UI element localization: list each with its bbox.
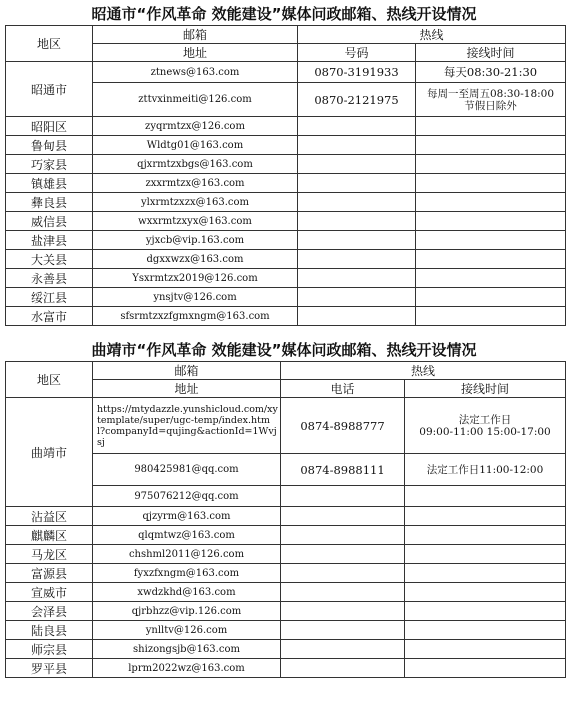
table-row [6,269,566,288]
time-cell [405,583,566,602]
region-cell: 威信县 [6,212,93,231]
table-row [6,193,566,212]
address-header: 地址 [93,44,298,62]
url-cell: https://mtydazzle.yunshicloud.com/xytemplate/super/ugc-temp/index.html?companyId=qujing&actionId=1Wvjsj [93,398,281,454]
region-cell: 沾益区 [6,507,93,526]
table-row [6,398,566,454]
time-cell [405,507,566,526]
phone-cell [298,269,416,288]
time-cell [416,155,566,174]
qujing-table-title: 曲靖市“作风革命 效能建设”媒体问政邮箱、热线开设情况 [91,341,477,359]
table-row [6,250,566,269]
email-cell: ynlltv@126.com [93,621,281,640]
email-cell: zttvxinmeiti@126.com [93,83,298,117]
table-row [6,602,566,621]
table-row [6,174,566,193]
phone-cell [281,640,405,659]
table-row [6,583,566,602]
qujing-table [5,361,566,678]
time-cell [405,564,566,583]
table-row [6,288,566,307]
table-row [6,621,566,640]
email-cell: zxxrmtzx@163.com [93,174,298,193]
time-line: 每周一至周五08:30-18:00 [426,87,555,100]
phone-cell [281,583,405,602]
email-cell: qjrbhzz@vip.126.com [93,602,281,621]
region-cell: 马龙区 [6,545,93,564]
email-cell: zyqrmtzx@126.com [93,117,298,136]
phone-header: 电话 [281,380,405,398]
hotline-header: 热线 [281,362,566,380]
phone-cell [298,288,416,307]
time-cell [416,193,566,212]
region-cell: 水富市 [6,307,93,326]
email-cell: chshml2011@126.com [93,545,281,564]
phone-cell [298,193,416,212]
phone-cell [298,117,416,136]
time-cell [416,231,566,250]
region-cell: 镇雄县 [6,174,93,193]
time-cell [416,307,566,326]
time-cell [405,545,566,564]
phone-cell: 0874-8988777 [281,398,405,454]
phone-cell [281,621,405,640]
table-row [6,507,566,526]
time-line: 节假日除外 [464,99,517,112]
email-cell: 980425981@qq.com [93,454,281,486]
email-cell: Wldtg01@163.com [93,136,298,155]
region-cell: 大关县 [6,250,93,269]
region-cell: 麒麟区 [6,526,93,545]
phone-cell [298,307,416,326]
phone-cell [281,545,405,564]
region-header: 地区 [6,362,93,398]
table-row [6,136,566,155]
time-cell: 法定工作日11:00-12:00 [405,454,566,486]
table-row [6,564,566,583]
phone-cell [298,155,416,174]
region-cell: 曲靖市 [6,398,93,507]
time-header: 接线时间 [416,44,566,62]
region-cell: 绥江县 [6,288,93,307]
region-cell: 鲁甸县 [6,136,93,155]
region-cell: 会泽县 [6,602,93,621]
email-cell: dgxxwzx@163.com [93,250,298,269]
email-cell: fyxzfxngm@163.com [93,564,281,583]
email-cell: Ysxrmtzx2019@126.com [93,269,298,288]
phone-cell [281,602,405,621]
table-row [6,212,566,231]
time-cell [416,174,566,193]
table-row [6,155,566,174]
time-cell [416,117,566,136]
phone-cell [298,231,416,250]
phone-cell [281,507,405,526]
region-cell: 昭通市 [6,62,93,117]
region-cell: 陆良县 [6,621,93,640]
time-cell [416,136,566,155]
phone-cell: 0870-3191933 [298,62,416,83]
email-cell: 975076212@qq.com [93,486,281,507]
time-cell [416,269,566,288]
phone-cell [281,564,405,583]
table-row [6,526,566,545]
phone-cell [298,136,416,155]
phone-cell [281,486,405,507]
email-cell: ynsjtv@126.com [93,288,298,307]
table-row [6,545,566,564]
email-cell: ztnews@163.com [93,62,298,83]
email-cell: qjzyrm@163.com [93,507,281,526]
email-cell: wxxrmtzxyx@163.com [93,212,298,231]
time-header: 接线时间 [405,380,566,398]
time-cell [416,83,566,117]
time-cell [405,659,566,678]
phone-cell [281,526,405,545]
region-cell: 师宗县 [6,640,93,659]
phone-cell [281,659,405,678]
email-cell: shizongsjb@163.com [93,640,281,659]
email-cell: qlqmtwz@163.com [93,526,281,545]
mailbox-header: 邮箱 [93,26,298,44]
time-cell [416,288,566,307]
time-line: 09:00-11:00 15:00-17:00 [419,425,551,438]
address-header: 地址 [93,380,281,398]
time-cell [405,486,566,507]
zhaotong-table [5,25,566,326]
region-cell: 罗平县 [6,659,93,678]
time-cell [405,621,566,640]
region-cell: 彝良县 [6,193,93,212]
number-header: 号码 [298,44,416,62]
email-cell: yjxcb@vip.163.com [93,231,298,250]
mailbox-header: 邮箱 [93,362,281,380]
region-cell: 盐津县 [6,231,93,250]
phone-cell [298,250,416,269]
zhaotong-table-title: 昭通市“作风革命 效能建设”媒体问政邮箱、热线开设情况 [91,5,477,23]
time-line: 法定工作日 [458,413,512,426]
email-cell: xwdzkhd@163.com [93,583,281,602]
region-cell: 宣威市 [6,583,93,602]
region-cell: 永善县 [6,269,93,288]
phone-cell: 0874-8988111 [281,454,405,486]
time-cell: 每天08:30-21:30 [416,62,566,83]
table-row [6,117,566,136]
table-row [6,307,566,326]
hotline-header: 热线 [298,26,566,44]
table-row [6,62,566,83]
time-cell [405,602,566,621]
table-row [6,640,566,659]
time-cell [416,212,566,231]
time-cell [416,250,566,269]
region-cell: 昭阳区 [6,117,93,136]
time-cell [405,398,566,454]
email-cell: lprm2022wz@163.com [93,659,281,678]
table-row [6,231,566,250]
email-cell: ylxrmtzxzx@163.com [93,193,298,212]
region-cell: 富源县 [6,564,93,583]
region-header: 地区 [6,26,93,62]
phone-cell [298,212,416,231]
email-cell: sfsrmtzxzfgmxngm@163.com [93,307,298,326]
time-cell [405,640,566,659]
email-cell: qjxrmtzxbgs@163.com [93,155,298,174]
phone-cell: 0870-2121975 [298,83,416,117]
table-row [6,659,566,678]
time-cell [405,526,566,545]
region-cell: 巧家县 [6,155,93,174]
phone-cell [298,174,416,193]
